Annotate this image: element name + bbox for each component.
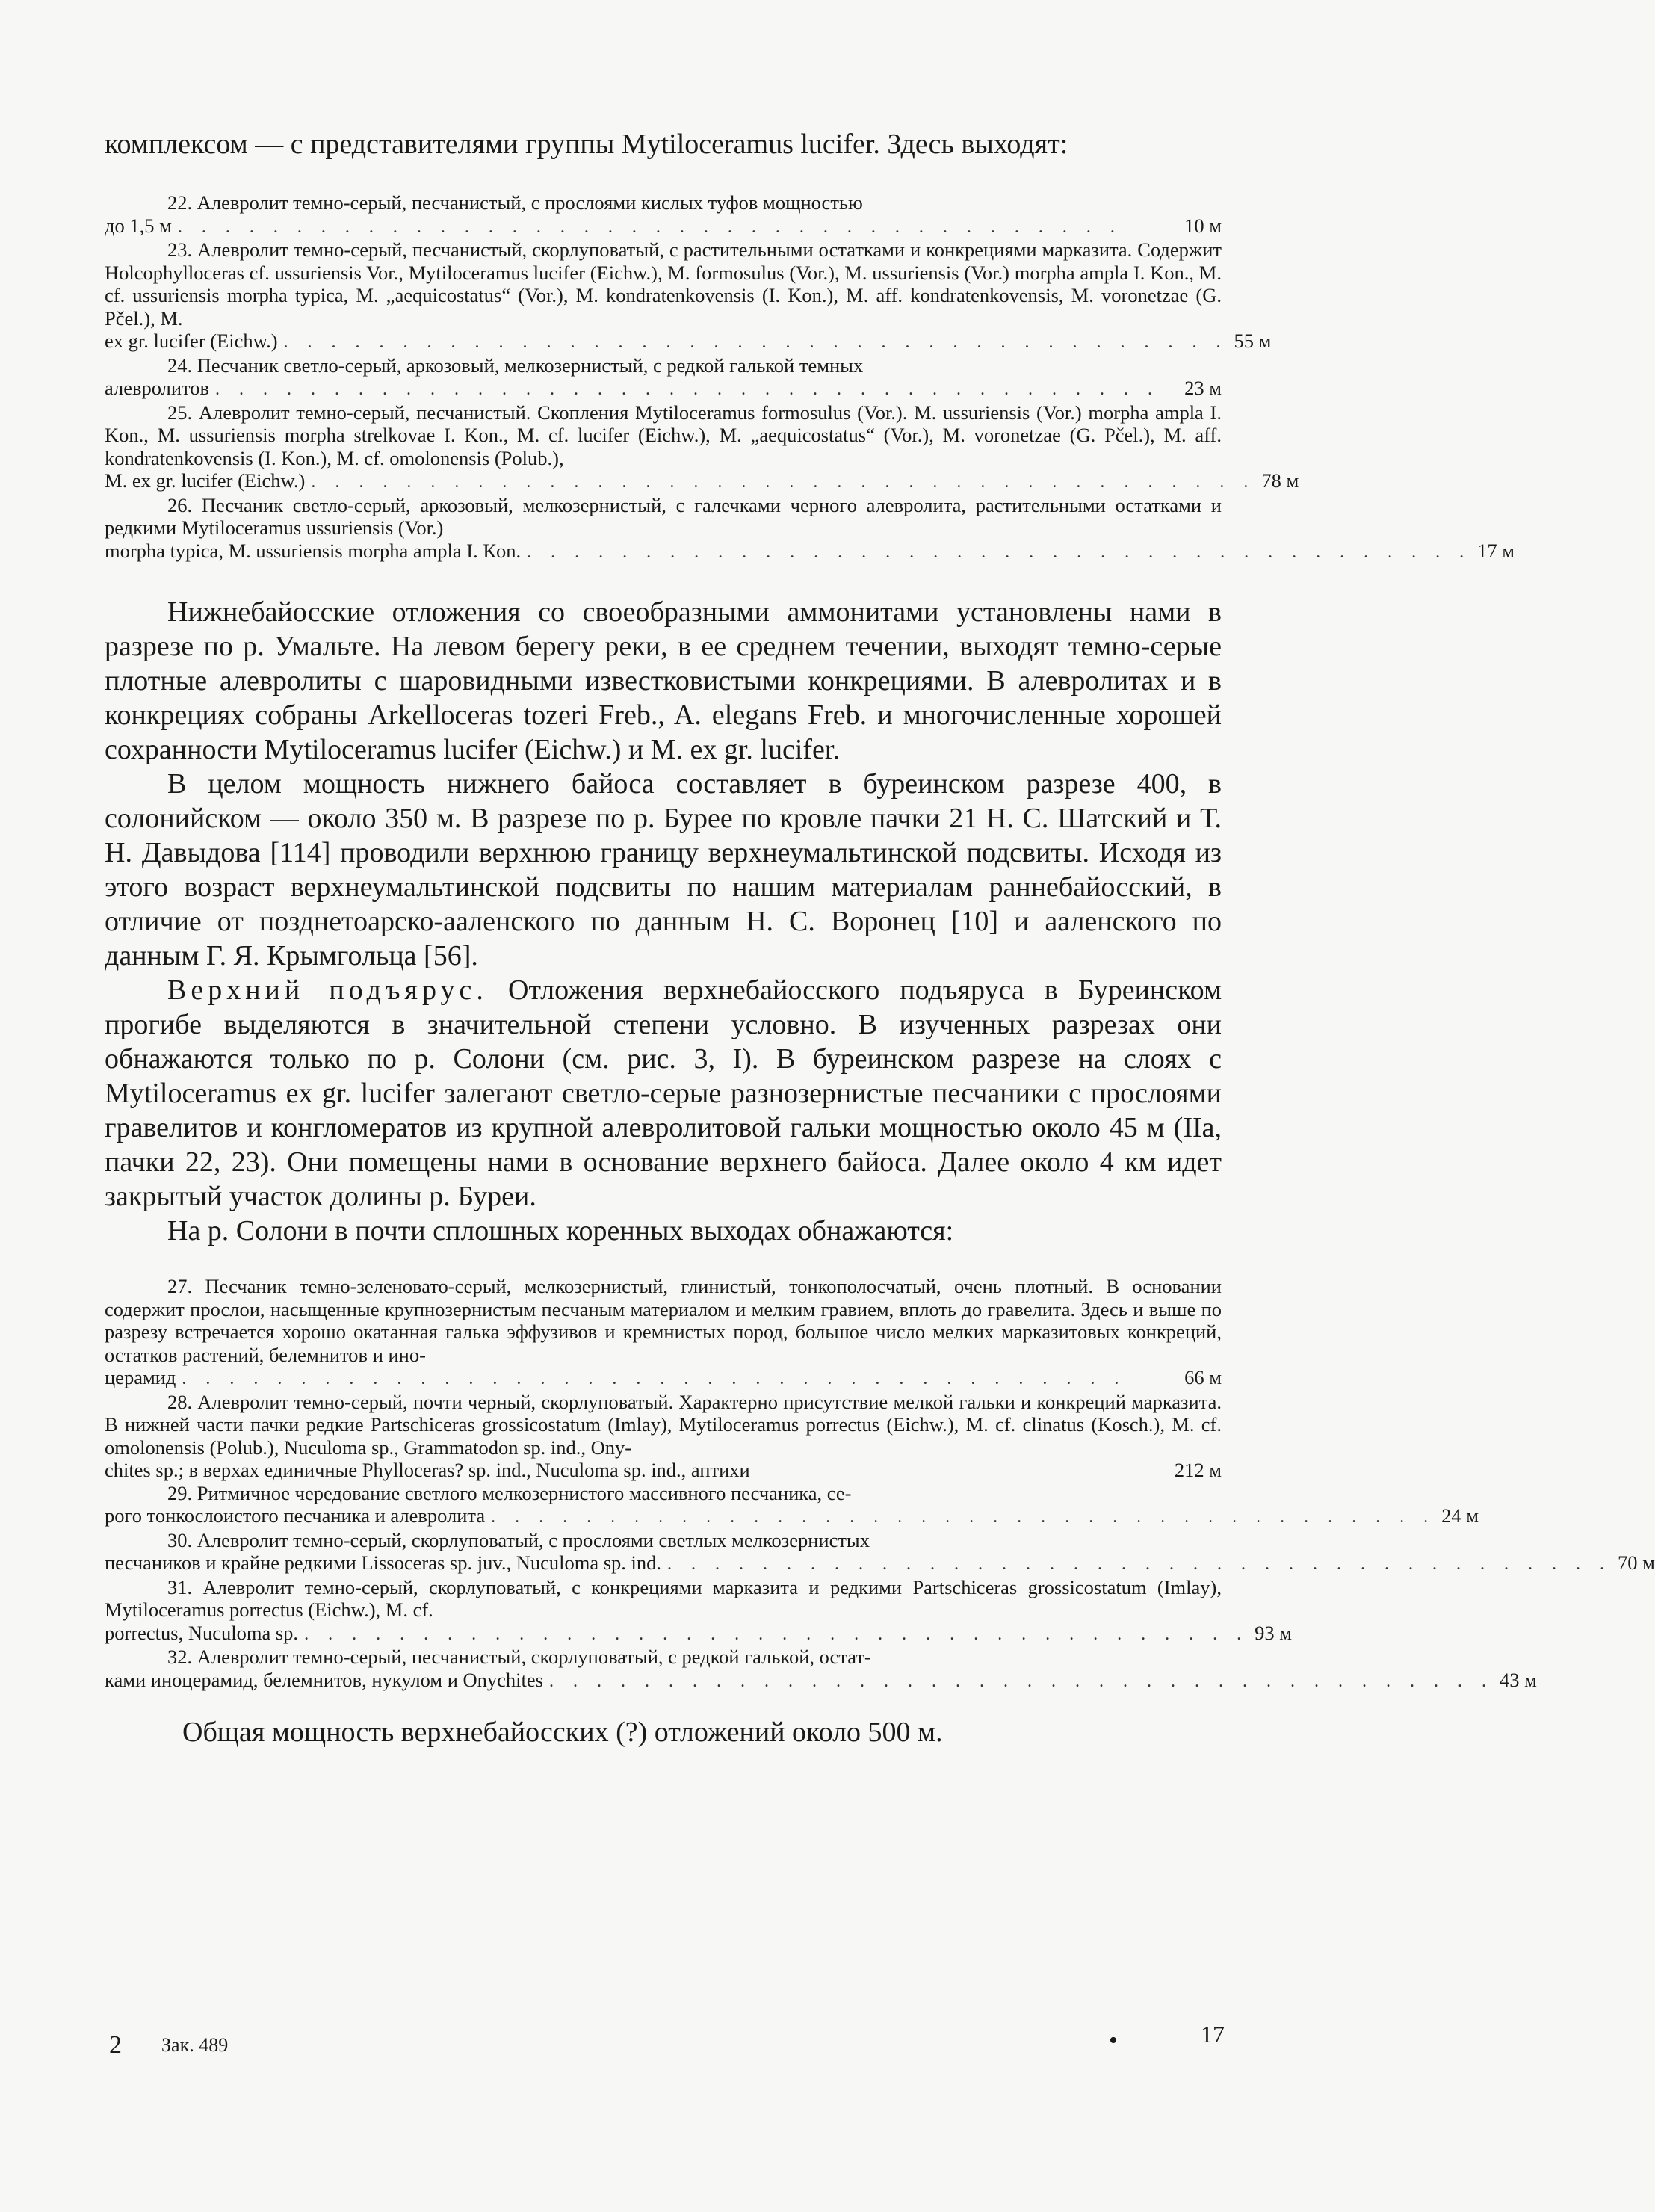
bed-entry-25 bbox=[105, 401, 1299, 494]
bed-thickness: 212 м bbox=[1174, 1459, 1222, 1481]
signature-mark: 2 bbox=[109, 2031, 122, 2059]
bed-entry-31 bbox=[105, 1575, 1292, 1646]
bed-entry-text: 22. Алевролит темно-серый, песчанистый, с прослоями кислых туфов мощностью bbox=[167, 191, 863, 214]
page-body bbox=[105, 127, 1655, 1749]
bed-entry-text: 29. Ритмичное чередование светлого мелкозернистого массивного песчаника, се- bbox=[167, 1481, 852, 1504]
bed-thickness: 78 м bbox=[1261, 469, 1299, 492]
page-number: 17 bbox=[1201, 2021, 1225, 2048]
bed-entry-last-line: morpha typica, M. ussuriensis morpha ampla I. Кon. bbox=[105, 539, 522, 562]
leader-dots: . . . . . . . . . . . . . . . . . . . . . . . . . . . . . . . . . . . . . . . . bbox=[667, 1554, 1612, 1574]
soloni-intro: На р. Солони в почти сплошных коренных выходах обнажаются: bbox=[167, 1215, 954, 1246]
leader-dots: . . . . . . . . . . . . . . . . . . . . . . . . . . . . . . . . . . . . . . . . bbox=[182, 1369, 1127, 1388]
section-list-upper-umalta bbox=[105, 191, 1515, 563]
section-heading-upper-substage: Верхний подъярус. bbox=[167, 974, 488, 1006]
bed-entry-29 bbox=[105, 1481, 1479, 1529]
bed-entry-text: 32. Алевролит темно-серый, песчанистый, скорлуповатый, с редкой галькой, остат- bbox=[167, 1646, 871, 1668]
leader-dots: . . . . . . . . . . . . . . . . . . . . . . . . . . . . . . . . . . . . . . . . bbox=[491, 1507, 1436, 1527]
bed-entry-22 bbox=[105, 191, 1222, 238]
bed-entry-text: 23. Алевролит темно-серый, песчанистый, скорлуповатый, с растительными остатками и конкрециями марказита. Содержит Holcophylloceras cf. ussuriensis Vor., Mytiloceramus lucifer (Eichw.), M. formosulus (Vor.), M. ussuriensis (Vor.) morpha ampla I. Kon., M. cf. ussuriensis morpha typica, M. „aequicostatus“ (Vor.), M. kondratenkovensis (I. Kon.), M. aff. kondratenkovensis, M. voronetzae (G. Pčel.), M. bbox=[105, 238, 1222, 330]
upper-substage-text: Отложения верхнебайосского подъяруса в Буреинском прогибе выделяются в значительной степени условно. В изученных разрезах они обнажаются только по р. Солони (см. рис. 3, I). В буреинском разрезе на слоях с Mytiloceramus ex gr. lucifer залегают светло-серые разнозернистые песчаники с прослоями гравелитов и конгломератов из крупной алевролитовой гальки мощностью около 45 м (IIa, пачки 22, 23). Они помещены нами в основание верхнего байоса. Далее около 4 км идет закрытый участок долины р. Буреи. bbox=[105, 974, 1222, 1212]
bed-entry-30 bbox=[105, 1528, 1655, 1576]
section-list-soloni bbox=[105, 1275, 1655, 1693]
leader-dots: . . . . . . . . . . . . . . . . . . . . . . . . . . . . . . . . . . . . . . . . bbox=[527, 542, 1472, 562]
bed-entry-32 bbox=[105, 1646, 1537, 1693]
bed-entry-text: 25. Алевролит темно-серый, песчанистый. Скопления Mytiloceramus formosulus (Vor.). M. ussuriensis (Vor.) morpha ampla I. Kon., M. ussuriensis morpha strelkovae I. Kon., M. cf. lucifer (Eichw.), M. „aequicostatus“ (Vor.), M. voronetzae (G. Pčel.), M. aff. kondratenkovensis (I. Kon.), M. cf. omolonensis (Polub.), bbox=[105, 401, 1222, 469]
leader-dots: . . . . . . . . . . . . . . . . . . . . . . . . . . . . . . . . . . . . . . . . bbox=[548, 1671, 1494, 1691]
bed-entry-text: 24. Песчаник светло-серый, аркозовый, мелкозернистый, с редкой галькой темных bbox=[167, 353, 864, 377]
bed-thickness: 23 м bbox=[1184, 377, 1222, 399]
bed-thickness: 10 м bbox=[1184, 214, 1222, 237]
bed-entry-text: 31. Алевролит темно-серый, скорлуповатый, с конкрециями марказита и редкими Partschiceras grossicostatum (Imlay), Mytiloceramus porrectus (Eichw.), M. cf. bbox=[105, 1575, 1222, 1621]
page-footer bbox=[109, 2021, 1226, 2076]
bed-entry-text: 30. Алевролит темно-серый, скорлуповатый, с прослоями светлых мелкозернистых bbox=[167, 1528, 870, 1551]
leader-dots: . . . . . . . . . . . . . . . . . . . . . . . . . . . . . . . . . . . . . . . . bbox=[304, 1624, 1249, 1644]
print-order-number: Зак. 489 bbox=[161, 2034, 229, 2056]
bed-entry-23 bbox=[105, 238, 1272, 354]
leader-dots: . . . . . . . . . . . . . . . . . . . . . . . . . . . . . . . . . . . . . . . . bbox=[311, 472, 1256, 492]
bed-entry-24 bbox=[105, 354, 1222, 401]
paragraph-lower-bajocian-umalta: Нижнебайосские отложения со своеобразными аммонитами установлены нами в разрезе по р. Умальте. На левом берегу реки, в ее среднем течении, выходят темно-серые плотные алевролиты с шаровидными известковистыми конкрециями. В алевролитах и в конкрециях собраны Arkelloceras tozeri Freb., A. elegans Freb. и многочисленные хорошей сохранности Mytiloceramus lucifer (Eichw.) и M. ex gr. lucifer. bbox=[105, 596, 1222, 765]
leader-dots: . . . . . . . . . . . . . . . . . . . . . . . . . . . . . . . . . . . . . . . . bbox=[177, 217, 1122, 237]
paragraph-upper-substage bbox=[105, 973, 1222, 1214]
bed-thickness: 93 м bbox=[1255, 1621, 1292, 1644]
bed-entry-last-line: ками иноцерамид, белемнитов, нукулом и Onychites bbox=[105, 1668, 543, 1691]
bed-entry-26 bbox=[105, 493, 1515, 564]
bed-thickness: 55 м bbox=[1234, 330, 1272, 352]
bed-entry-last-line: porrectus, Nuculoma sp. bbox=[105, 1621, 299, 1644]
bed-entry-last-line: рого тонкослоистого песчаника и алевролита bbox=[105, 1504, 486, 1527]
leader-dots: . . . . . . . . . . . . . . . . . . . . . . . . . . . . . . . . . . . . . . . . bbox=[215, 380, 1160, 399]
bed-thickness: 70 м bbox=[1618, 1551, 1655, 1574]
bed-entry-last-line: алевролитов bbox=[105, 377, 210, 399]
bed-entry-28 bbox=[105, 1391, 1222, 1482]
footer-dot: • bbox=[1109, 2027, 1118, 2054]
paragraph-lower-bajocian-thickness: В целом мощность нижнего байоса составляет в буреинском разрезе 400, в солонийском — около 350 м. В разрезе по р. Бурее по кровле пачки 21 Н. С. Шатский и Т. Н. Давыдова [114] проводили верхнюю границу верхнеумальтинской подсвиты. Исходя из этого возраст верхнеумальтинской подсвиты по нашим материалам раннебайосский, в отличие от позднетоарско-ааленского по данным Н. С. Воронец [10] и ааленского по данным Г. Я. Крымгольца [56]. bbox=[105, 768, 1222, 971]
leader-dots: . . . . . . . . . . . . . . . . . . . . . . . . . . . . . . . . . . . . . . . . bbox=[283, 333, 1228, 352]
bed-entry-text: 26. Песчаник светло-серый, аркозовый, мелкозернистый, с галечками черного алевролита, растительными остатками и редкими Mytiloceramus ussuriensis (Vor.) bbox=[105, 493, 1222, 539]
bed-entry-last-line: ex gr. lucifer (Eichw.) bbox=[105, 330, 278, 352]
bed-entry-text: 28. Алевролит темно-серый, почти черный, скорлуповатый. Характерно присутствие мелкой гальки и конкреций марказита. В нижней части пачки редкие Partschiceras grossicostatum (Imlay), Mytiloceramus porrectus (Eichw.), M. cf. clinatus (Kosch.), M. cf. omolonensis (Polub.), Nuculoma sp., Grammatodon sp. ind., Ony- bbox=[105, 1390, 1222, 1459]
bed-entry-last-line: M. ex gr. lucifer (Eichw.) bbox=[105, 469, 306, 492]
bed-entry-text: 27. Песчаник темно-зеленовато-серый, мелкозернистый, глинистый, тонкополосчатый, очень плотный. В основании содержит прослои, насыщенные крупнозернистым песчаным материалом и мелким гравием, вплоть до гравелита. Здесь и выше по разрезу встречается хорошо окатанная галька эффузивов и кремнистых пород, большое число мелких марказитовых конкреций, остатков растений, белемнитов и ино- bbox=[105, 1275, 1222, 1366]
bed-entry-last-line: церамид bbox=[105, 1366, 176, 1388]
bed-thickness: 43 м bbox=[1499, 1668, 1537, 1691]
bed-thickness: 66 м bbox=[1184, 1366, 1222, 1388]
bed-entry-last-line: песчаников и крайне редкими Lissoceras sp. juv., Nuculoma sp. ind. bbox=[105, 1551, 662, 1574]
total-thickness-statement: Общая мощность верхнебайосских (?) отложений около 500 м. bbox=[182, 1717, 943, 1748]
bed-thickness: 24 м bbox=[1441, 1504, 1479, 1527]
bed-thickness: 17 м bbox=[1477, 539, 1515, 562]
lead-paragraph: комплексом — с представителями группы Mytiloceramus lucifer. Здесь выходят: bbox=[105, 129, 1068, 160]
bed-entry-last-line: до 1,5 м bbox=[105, 214, 172, 237]
bed-entry-27 bbox=[105, 1275, 1222, 1391]
bed-entry-last-line: chites sp.; в верхах единичные Phylloceras? sp. ind., Nuculoma sp. ind., аптихи bbox=[105, 1459, 750, 1481]
